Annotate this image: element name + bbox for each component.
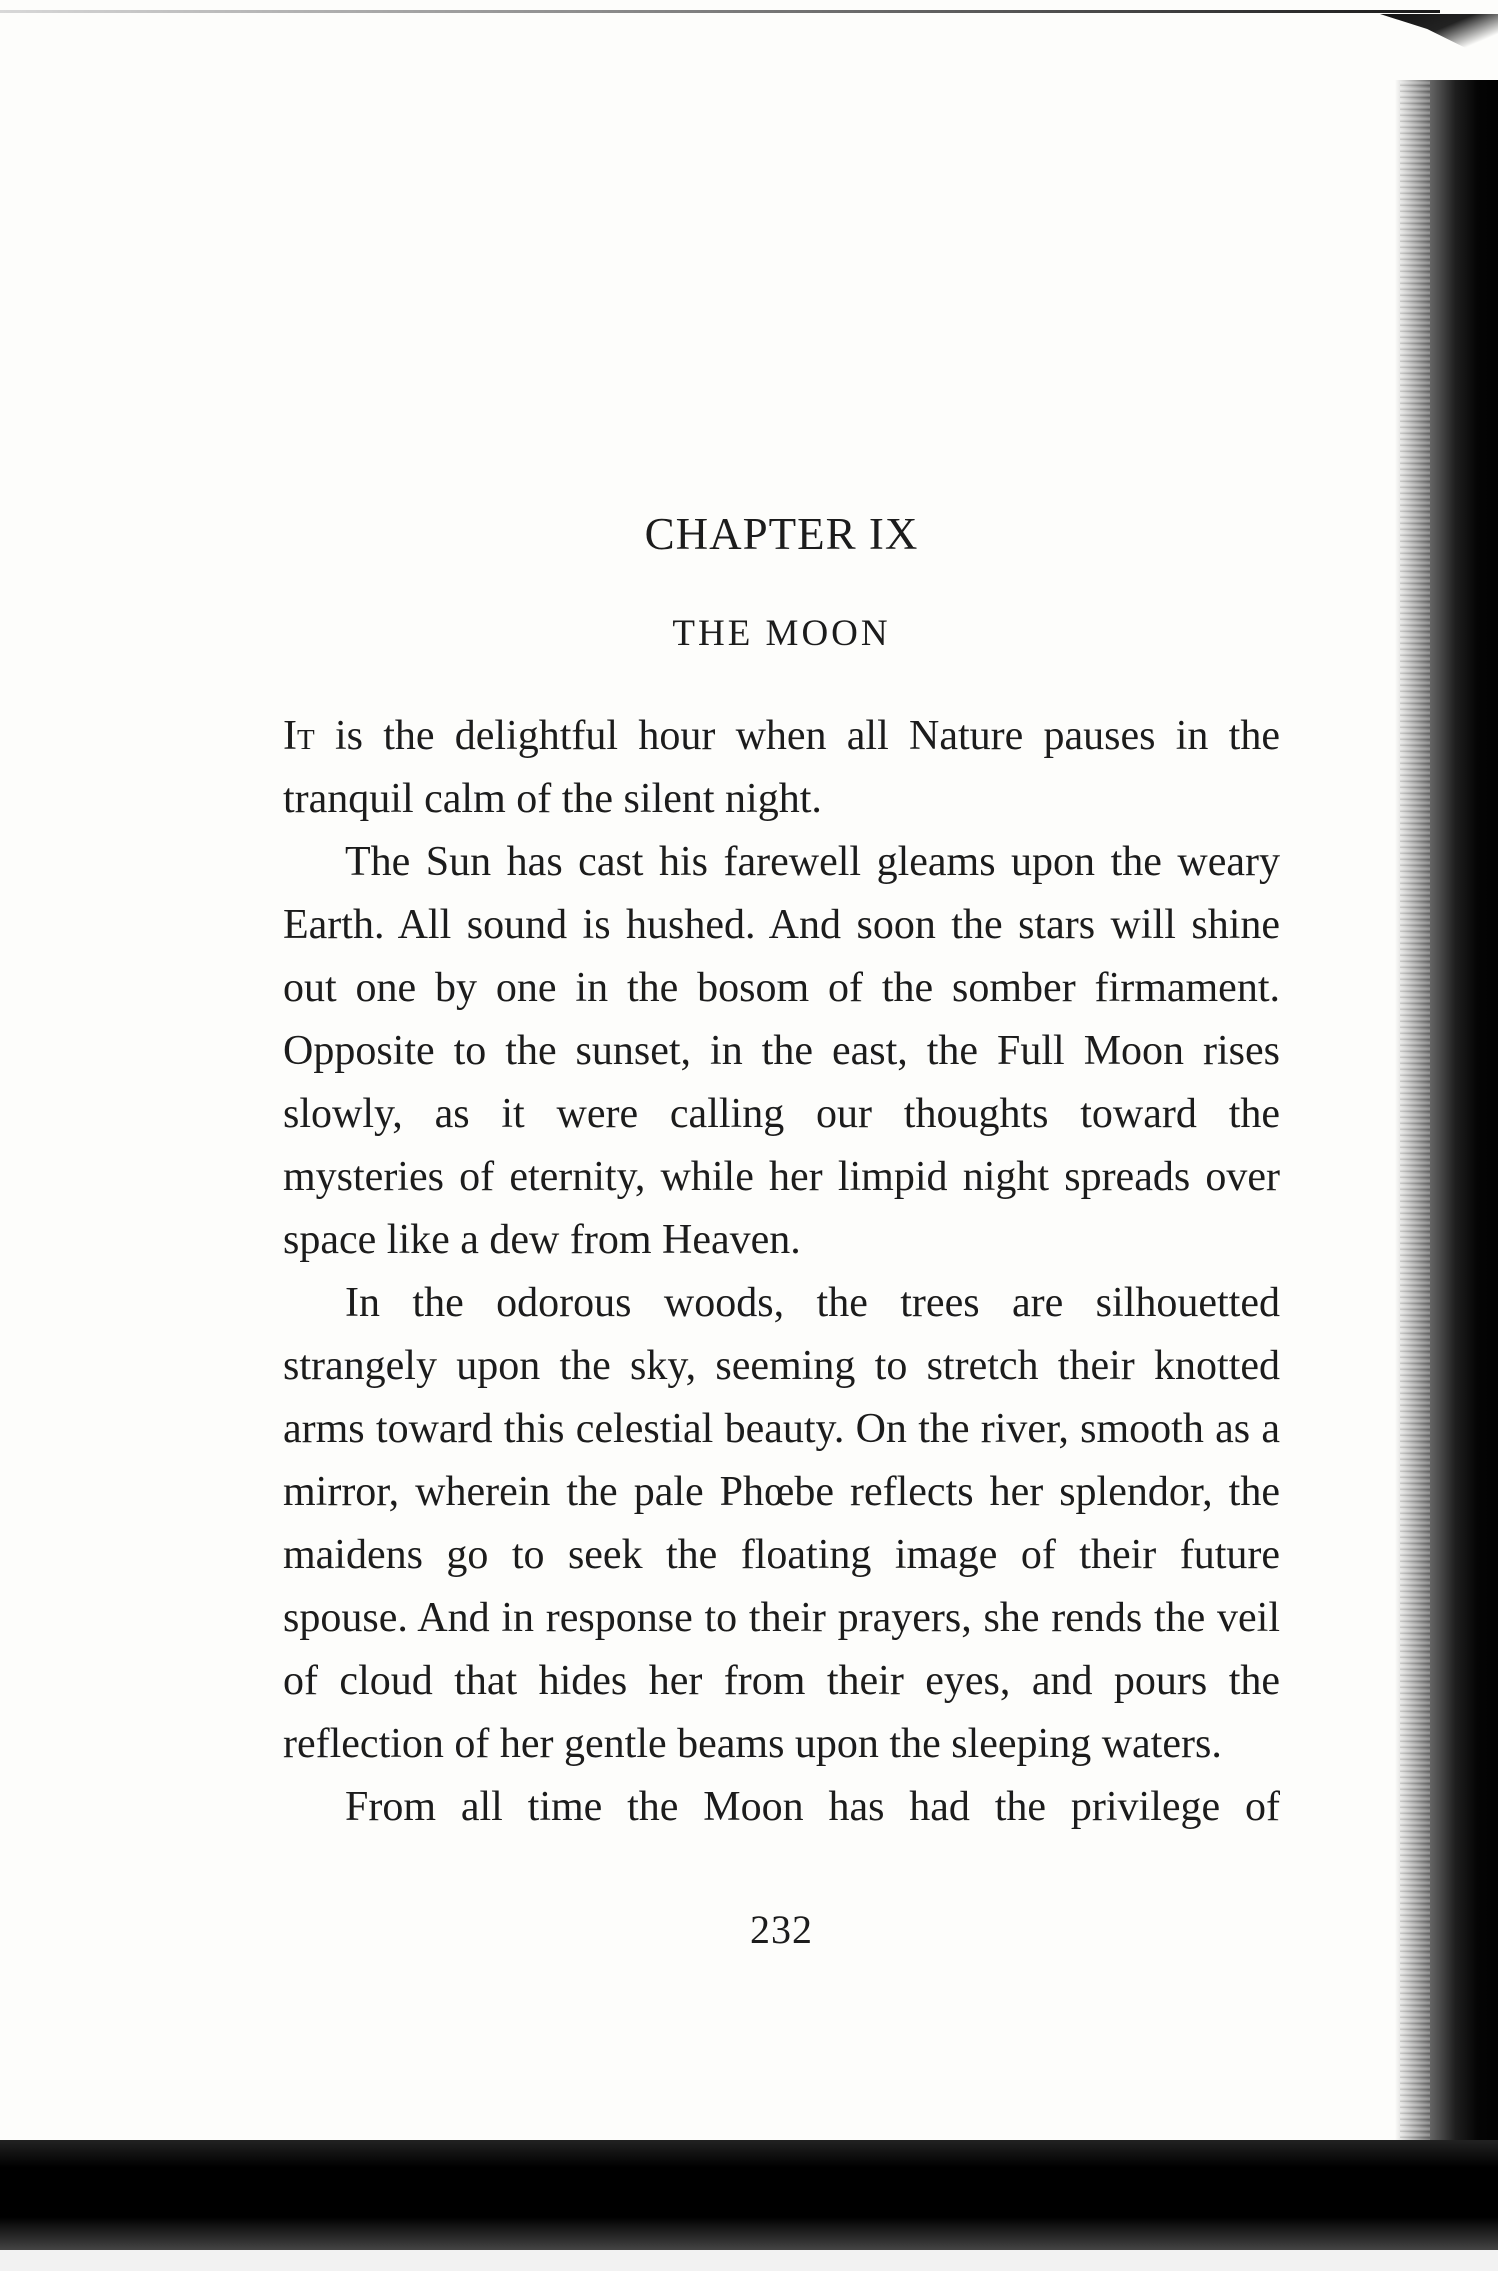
paragraph-text: In the odorous woods, the trees are silhouetted strangely upon the sky, seeming to stretch their knotted arms toward this celestial beauty. On the river, smooth as a mirror, wherein the pale Phœbe reflects her splendor, the maidens go to seek the floating image of their future spouse. And in response to their prayers, she rends the veil of cloud that hides her from their eyes, and pours the reflection of her gentle beams upon the sleeping waters.: [283, 1280, 1280, 1767]
chapter-number: CHAPTER IX: [644, 509, 919, 559]
scan-top-edge: [0, 10, 1440, 13]
paragraph-4: [283, 1776, 1280, 1839]
scan-bottom-edge: [0, 2140, 1498, 2250]
scan-spine-texture: [1400, 80, 1430, 2140]
paragraph-3: [283, 1272, 1280, 1776]
chapter-title: THE MOON: [672, 613, 891, 654]
paragraph-lead-word: It: [283, 713, 315, 759]
scan-bottom-margin: [0, 2250, 1498, 2271]
paragraph-1: [283, 705, 1280, 831]
paragraph-text: is the delightful hour when all Nature pauses in the tranquil calm of the silent night.: [283, 713, 1280, 822]
page-number: 232: [750, 1907, 813, 1952]
paragraph-text: The Sun has cast his farewell gleams upon the weary Earth. All sound is hushed. And soon the stars will shine out one by one in the bosom of the somber firmament. Opposite to the sunset, in the east, the Full Moon rises slowly, as it were calling our thoughts toward the mysteries of eternity, while her limpid night spreads over space like a dew from Heaven.: [283, 839, 1280, 1263]
scan-corner-shadow: [1380, 14, 1498, 64]
paragraph-text: From all time the Moon has had the privilege of: [345, 1784, 1280, 1830]
body-text: [283, 705, 1280, 1839]
paragraph-2: [283, 831, 1280, 1272]
